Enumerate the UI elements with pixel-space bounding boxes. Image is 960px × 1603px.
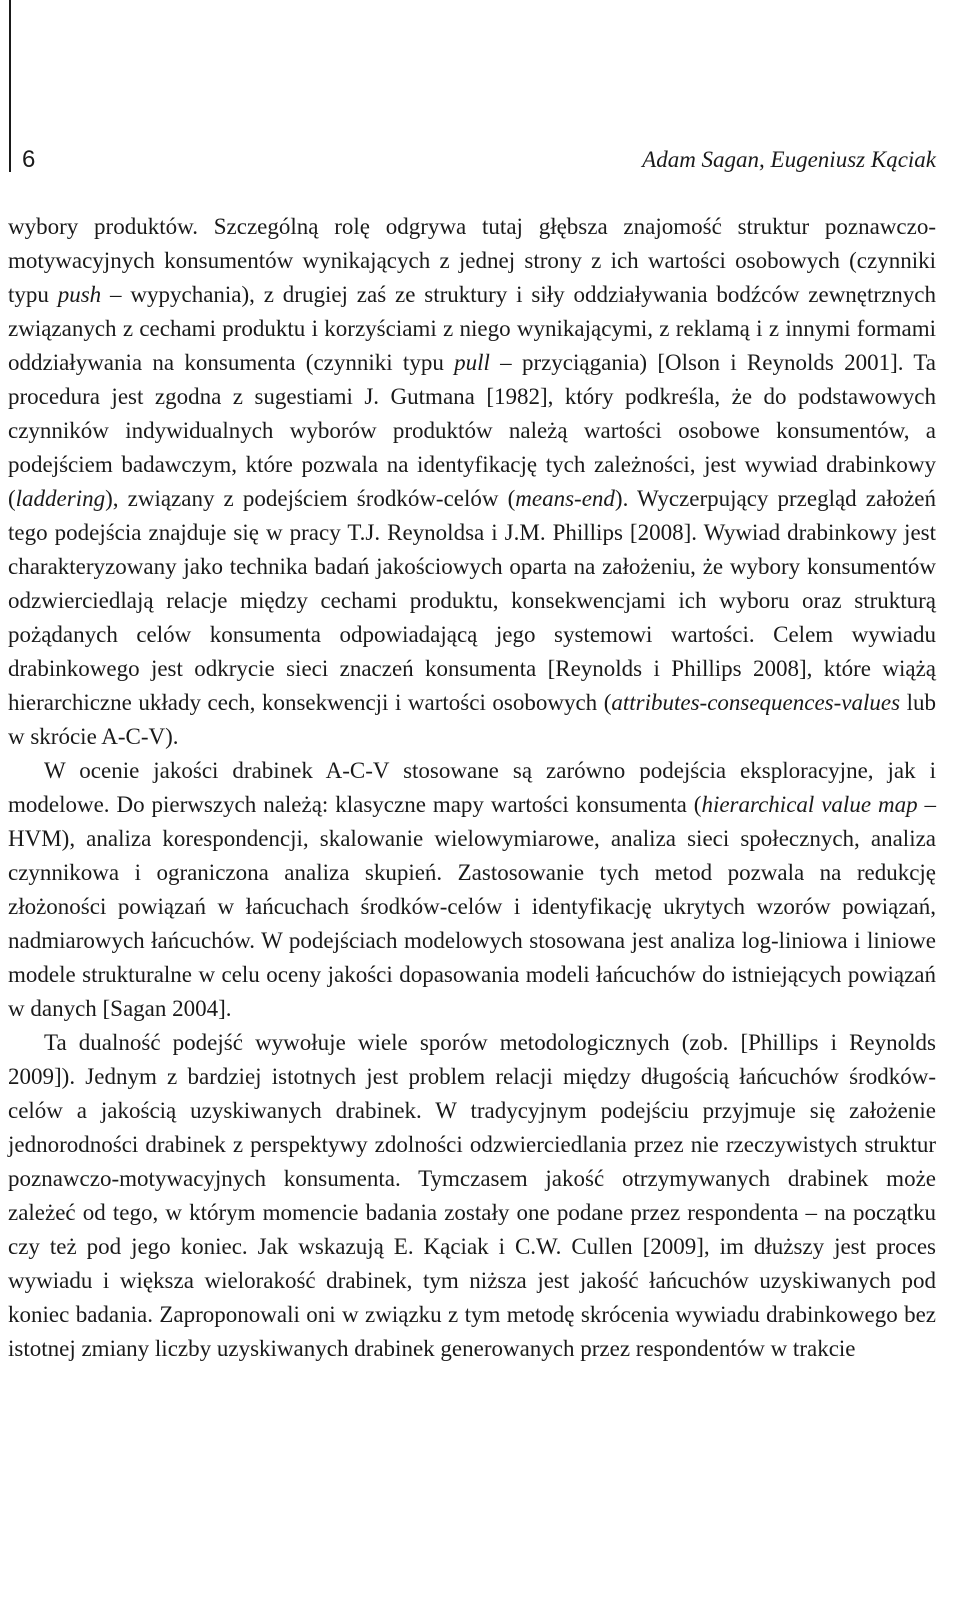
text-run: – HVM), analiza korespondencji, skalowanie wielowymiarowe, analiza sieci społecznych, analiza czynnikowa i ograniczona analiza skupień. Zastosowanie tych metod pozwala na redukcję złożoności powiązań w łańcuchach środków-celów i identyfikację ukrytych wzorów powiązań, nadmiarowych łańcuchów. W podejściach modelowych stosowana jest analiza log-liniowa i liniowe modele strukturalne w celu oceny jakości dopasowania modeli łańcuchów do istniejących powiązań w danych [Sagan 2004].	[8, 792, 937, 1021]
italic-term: push	[57, 282, 102, 307]
paragraph-2	[8, 754, 936, 1026]
text-run: ), związany z podejściem środków-celów (	[105, 486, 516, 511]
paragraph-1	[8, 210, 936, 754]
running-title: Adam Sagan, Eugeniusz Kąciak	[642, 147, 936, 172]
body-text	[8, 210, 936, 1366]
page-number: 6	[22, 146, 36, 173]
text-run: Ta dualność podejść wywołuje wiele sporów metodologicznych (zob. [Phillips i Reynolds 2009]). Jednym z bardziej istotnych jest problem relacji między długością łańcuchów środków-celów a jakością uzyskiwanych drabinek. W tradycyjnym podejściu przyjmuje się założenie jednorodności drabinek z perspektywy zdolności odzwierciedlania przez nie rzeczywistych struktur poznawczo-motywacyjnych konsumenta. Tymczasem jakość otrzymywanych drabinek może zależeć od tego, w którym momencie badania zostały one podane przez respondenta – na początku czy też pod jego koniec. Jak wskazują E. Kąciak i C.W. Cullen [2009], im dłuższy jest proces wywiadu i większa wielorakość drabinek, tym niższa jest jakość łańcuchów uzyskiwanych pod koniec badania. Zaproponowali oni w związku z tym metodę skrócenia wywiadu drabinkowego bez istotnej zmiany liczby uzyskiwanych drabinek generowanych przez respondentów w trakcie	[8, 1030, 936, 1361]
text-run: wybory produktów. Szczególną rolę odgrywa tutaj głębsza znajomość struktur poznawczo-motywacyjnych konsumentów wynikających z jednej strony z ich wartości osobowych (czynniki typu	[8, 214, 936, 307]
paragraph-3	[8, 1026, 936, 1366]
text-run: lub w skrócie A-C-V).	[8, 690, 936, 749]
italic-term: pull	[454, 350, 490, 375]
text-run: – wypychania), z drugiej zaś ze struktury i siły oddziaływania bodźców zewnętrznych związanych z cechami produktu i korzyściami z niego wynikającymi, z reklamą i z innymi formami oddziaływania na konsumenta (czynniki typu	[8, 282, 936, 375]
text-run: – przyciągania) [Olson i Reynolds 2001]. Ta procedura jest zgodna z sugestiami J. Gutmana [1982], który podkreśla, że do podstawowych czynników indywidualnych wyborów produktów należą wartości osobowe konsumentów, a podejściem badawczym, które pozwala na identyfikację tych zależności, jest wywiad drabinkowy (	[8, 350, 936, 511]
running-head	[0, 142, 960, 178]
italic-term: hierarchical value map	[701, 792, 918, 817]
italic-term: attributes-consequences-values	[611, 690, 901, 715]
italic-term: means-end	[515, 486, 615, 511]
italic-term: laddering	[15, 486, 106, 511]
text-run: W ocenie jakości drabinek A-C-V stosowane są zarówno podejścia eksploracyjne, jak i modelowe. Do pierwszych należą: klasyczne mapy wartości konsumenta (	[8, 758, 936, 817]
text-run: ). Wyczerpujący przegląd założeń tego podejścia znajduje się w pracy T.J. Reynoldsa i J.M. Phillips [2008]. Wywiad drabinkowy jest charakteryzowany jako technika badań jakościowych oparta na założeniu, że wybory konsumentów odzwierciedlają relacje między cechami produktu, konsekwencjami ich wyboru oraz strukturą pożądanych celów konsumenta odpowiadającą jego systemowi wartości. Celem wywiadu drabinkowego jest odkrycie sieci znaczeń konsumenta [Reynolds i Phillips 2008], które wiążą hierarchiczne układy cech, konsekwencji i wartości osobowych (	[8, 486, 937, 715]
